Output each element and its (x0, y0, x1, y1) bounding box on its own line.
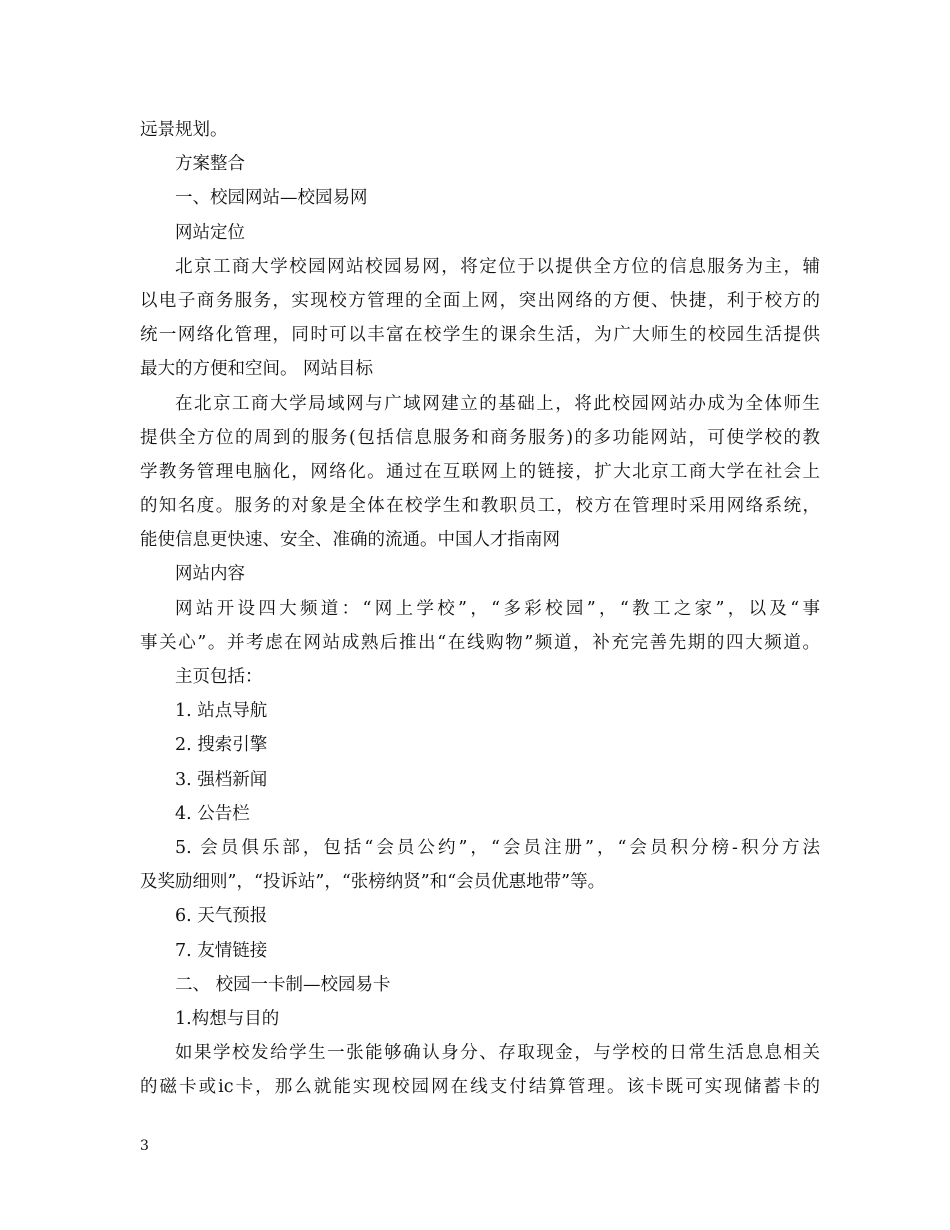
list-item: 4. 公告栏 (175, 803, 250, 824)
list-item-continuation: 及奖励细则”，“投诉站”，“张榜纳贤”和“会员优惠地带”等。 (140, 872, 606, 893)
list-item: 3. 强档新闻 (175, 769, 268, 790)
subsection-heading: 网站内容 (175, 564, 245, 585)
text-line: 远景规划。 (140, 120, 228, 140)
list-item: 1. 站点导航 (175, 701, 268, 722)
page-number: 3 (140, 1138, 149, 1154)
text-line: 的磁卡或ic卡，那么就能实现校园网在线支付结算管理。该卡既可实现储蓄卡的 (140, 1077, 820, 1098)
list-item: 6. 天气预报 (175, 906, 268, 927)
list-item: 2. 搜索引擎 (175, 735, 268, 756)
list-item: 7. 友情链接 (175, 940, 268, 961)
subsection-heading: 1.构想与目的 (175, 1008, 280, 1029)
text-line: 如果学校发给学生一张能够确认身分、存取现金，与学校的日常生活息息相关 (175, 1043, 820, 1064)
text-line: 能使信息更快速、安全、准确的流通。中国人才指南网 (140, 530, 560, 551)
text-line: 北京工商大学校园网站校园易网，将定位于以提供全方位的信息服务为主，辅 (175, 256, 820, 277)
section-heading: 一、校园网站—校园易网 (175, 188, 368, 209)
text-line: 在北京工商大学局域网与广域网建立的基础上，将此校园网站办成为全体师生 (175, 393, 820, 414)
text-line: 的知名度。服务的对象是全体在校学生和教职员工，校方在管理时采用网络系统， (140, 496, 820, 517)
text-line: 事关心”。并考虑在网站成熟后推出“在线购物”频道，补充完善先期的四大频道。 (140, 632, 820, 653)
subsection-heading: 网站定位 (175, 222, 245, 243)
text-line: 以电子商务服务，实现校方管理的全面上网，突出网络的方便、快捷，利于校方的 (140, 290, 820, 311)
document-body (140, 113, 820, 1104)
list-item: 5. 会员俱乐部，包括“会员公约”，“会员注册”，“会员积分榜-积分方法 (175, 837, 820, 858)
text-line: 统一网络化管理，同时可以丰富在校学生的课余生活，为广大师生的校园生活提供 (140, 325, 820, 346)
text-line: 学教务管理电脑化，网络化。通过在互联网上的链接，扩大北京工商大学在社会上 (140, 461, 820, 482)
section-heading: 方案整合 (175, 154, 245, 175)
text-line: 网站开设四大频道：“网上学校”，“多彩校园”，“教工之家”，以及“事 (175, 598, 820, 619)
list-intro: 主页包括： (175, 667, 263, 687)
text-line: 最大的方便和空间。 网站目标 (140, 359, 374, 380)
text-line: 提供全方位的周到的服务(包括信息服务和商务服务)的多功能网站，可使学校的教 (140, 427, 820, 448)
section-heading: 二、 校园一卡制—校园易卡 (175, 974, 391, 995)
